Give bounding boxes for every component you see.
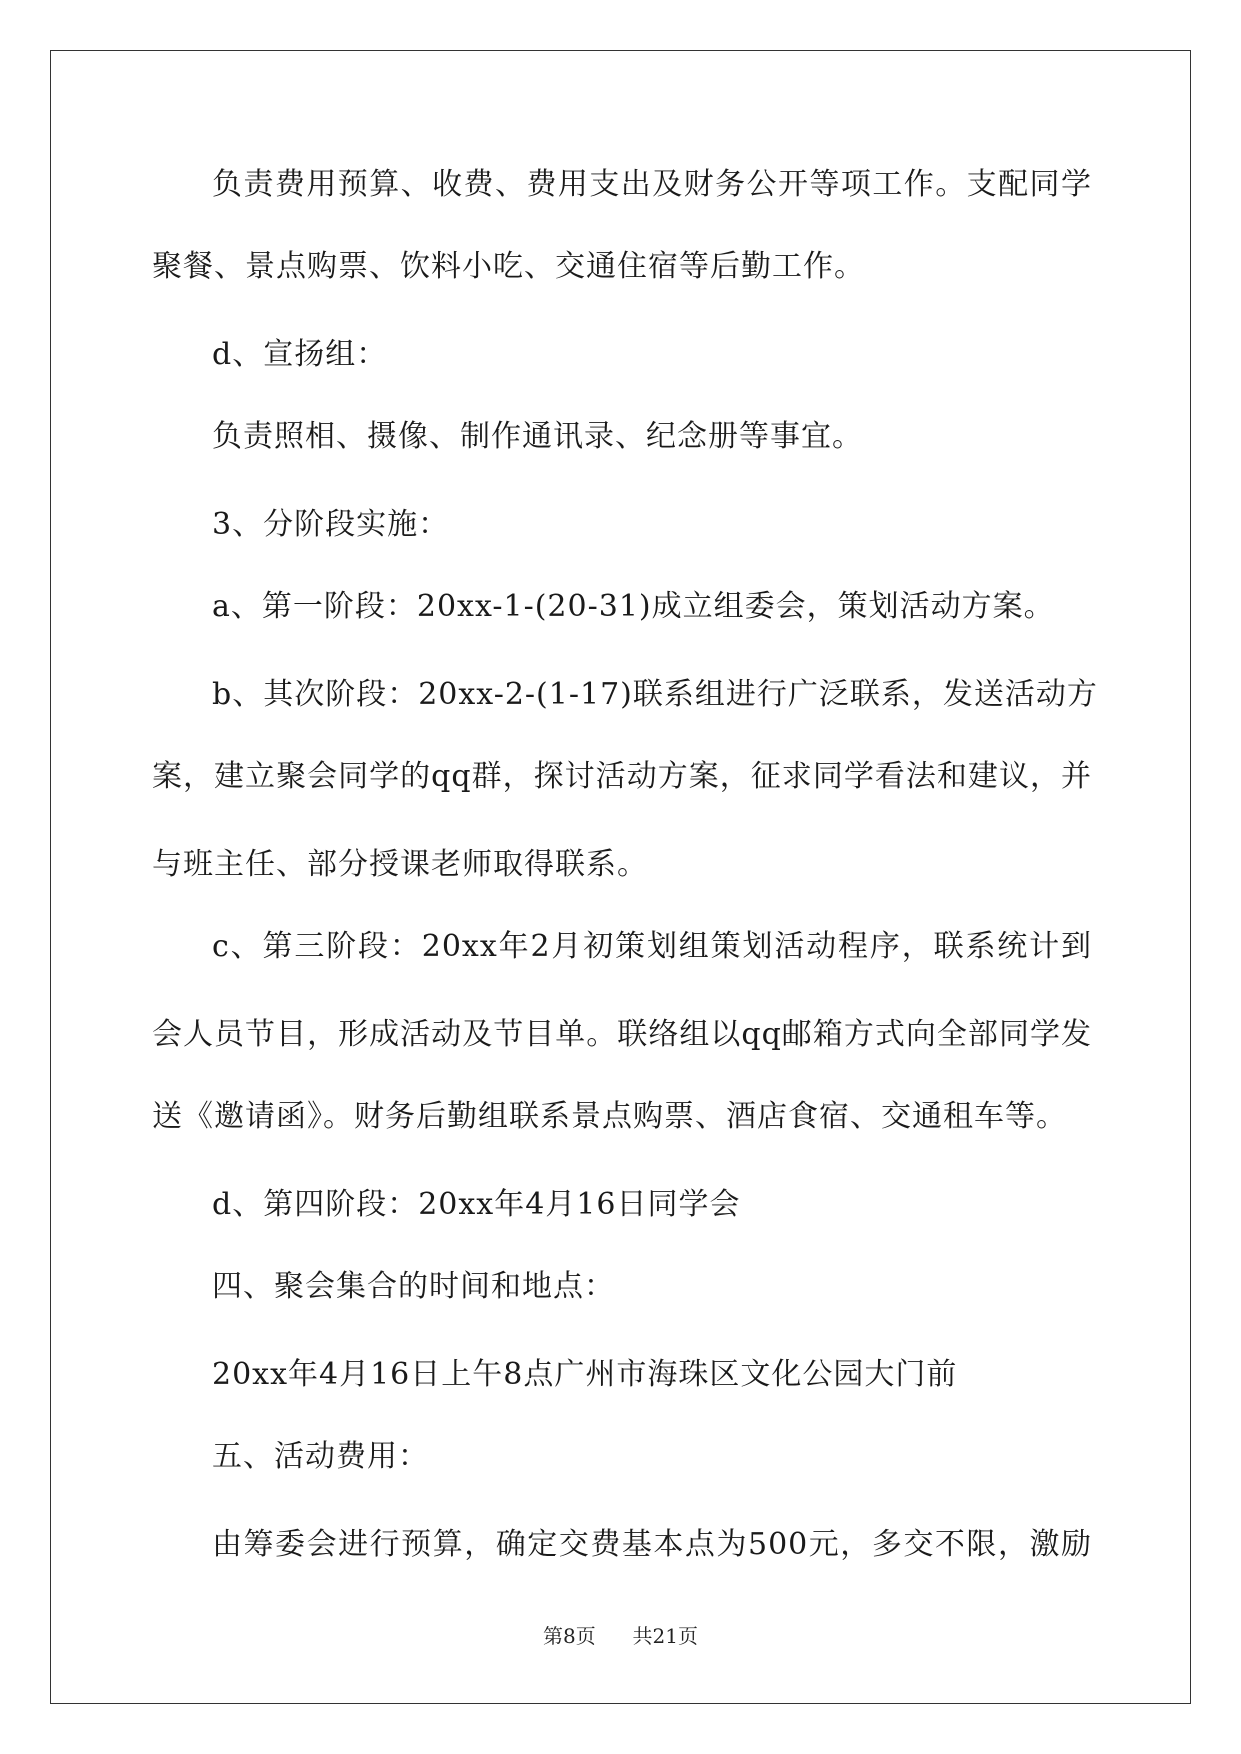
text-line: d、宣扬组： [212,337,388,372]
text-line: 负责费用预算、收费、费用支出及财务公开等项工作。支配同学 [212,167,1092,202]
text-line: 3、分阶段实施： [212,507,450,542]
page-number: 第8页 [543,1624,596,1648]
text-line: a、第一阶段：20xx-1-(20-31)成立组委会，策划活动方案。 [212,589,1055,624]
page-footer [0,1620,1241,1649]
text-line: c、第三阶段：20xx年2月初策划组策划活动程序，联系统计到 [212,929,1092,964]
text-line: 四、聚会集合的时间和地点： [212,1269,615,1304]
page-total: 共21页 [632,1624,698,1648]
text-line: 送《邀请函》。财务后勤组联系景点购票、酒店食宿、交通租车等。 [152,1099,1067,1134]
text-line: b、其次阶段：20xx-2-(1-17)联系组进行广泛联系，发送活动方 [212,677,1098,712]
text-line: 20xx年4月16日上午8点广州市海珠区文化公园大门前 [212,1357,958,1392]
text-line: 五、活动费用： [212,1439,429,1474]
text-line: 与班主任、部分授课老师取得联系。 [152,847,648,882]
text-line: d、第四阶段：20xx年4月16日同学会 [212,1187,741,1222]
text-line: 负责照相、摄像、制作通讯录、纪念册等事宜。 [212,419,863,454]
text-line: 案，建立聚会同学的qq群，探讨活动方案，征求同学看法和建议，并 [152,759,1092,794]
text-line: 会人员节目，形成活动及节目单。联络组以qq邮箱方式向全部同学发 [152,1017,1092,1052]
text-line: 聚餐、景点购票、饮料小吃、交通住宿等后勤工作。 [152,249,865,284]
text-line: 由筹委会进行预算，确定交费基本点为500元，多交不限，激励 [212,1527,1092,1562]
